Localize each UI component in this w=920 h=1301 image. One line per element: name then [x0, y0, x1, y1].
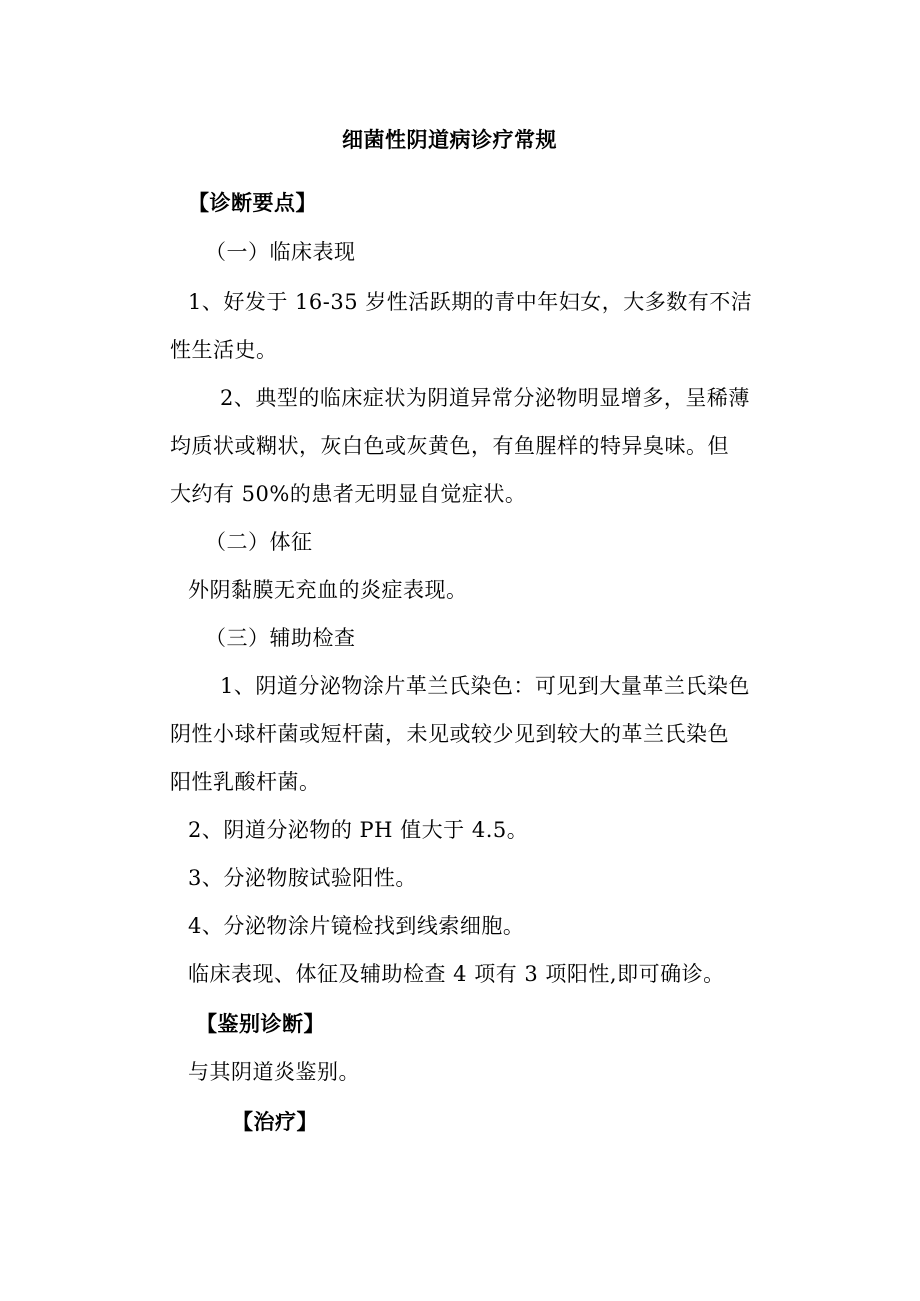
- document-title: 细菌性阴道病诊疗常规: [342, 128, 557, 152]
- paragraph-line: 2、阴道分泌物的 PH 值大于 4.5。: [188, 818, 529, 842]
- paragraph-line: 均质状或糊状，灰白色或灰黄色，有鱼腥样的特异臭味。但: [170, 434, 729, 458]
- paragraph-line: 外阴黏膜无充血的炎症表现。: [188, 578, 468, 602]
- paragraph-line: 3、分泌物胺试验阳性。: [188, 866, 417, 890]
- paragraph-line: 与其阴道炎鉴别。: [188, 1060, 360, 1084]
- subheading-aux: （三）辅助检查: [205, 626, 356, 650]
- section-heading-treatment: 【治疗】: [232, 1110, 318, 1134]
- paragraph-line: 性生活史。: [170, 338, 278, 362]
- paragraph-line: 1、好发于 16-35 岁性活跃期的青中年妇女，大多数有不洁: [188, 290, 753, 314]
- paragraph-line: 4、分泌物涂片镜检找到线索细胞。: [188, 914, 525, 938]
- section-heading-differential: 【鉴别诊断】: [196, 1012, 325, 1036]
- paragraph-line: 临床表现、体征及辅助检查 4 项有 3 项阳性,即可确诊。: [188, 962, 725, 986]
- paragraph-line: 1、阴道分泌物涂片革兰氏染色：可见到大量革兰氏染色: [220, 674, 750, 698]
- subheading-signs: （二）体征: [205, 530, 313, 554]
- section-heading-diagnosis: 【诊断要点】: [188, 191, 317, 215]
- paragraph-line: 阴性小球杆菌或短杆菌，未见或较少见到较大的革兰氏染色: [170, 722, 729, 746]
- paragraph-line: 大约有 50%的患者无明显自觉症状。: [170, 482, 527, 506]
- paragraph-line: 阳性乳酸杆菌。: [170, 770, 321, 794]
- paragraph-line: 2、典型的临床症状为阴道异常分泌物明显增多，呈稀薄: [220, 386, 750, 410]
- subheading-clinical: （一）临床表现: [205, 240, 356, 264]
